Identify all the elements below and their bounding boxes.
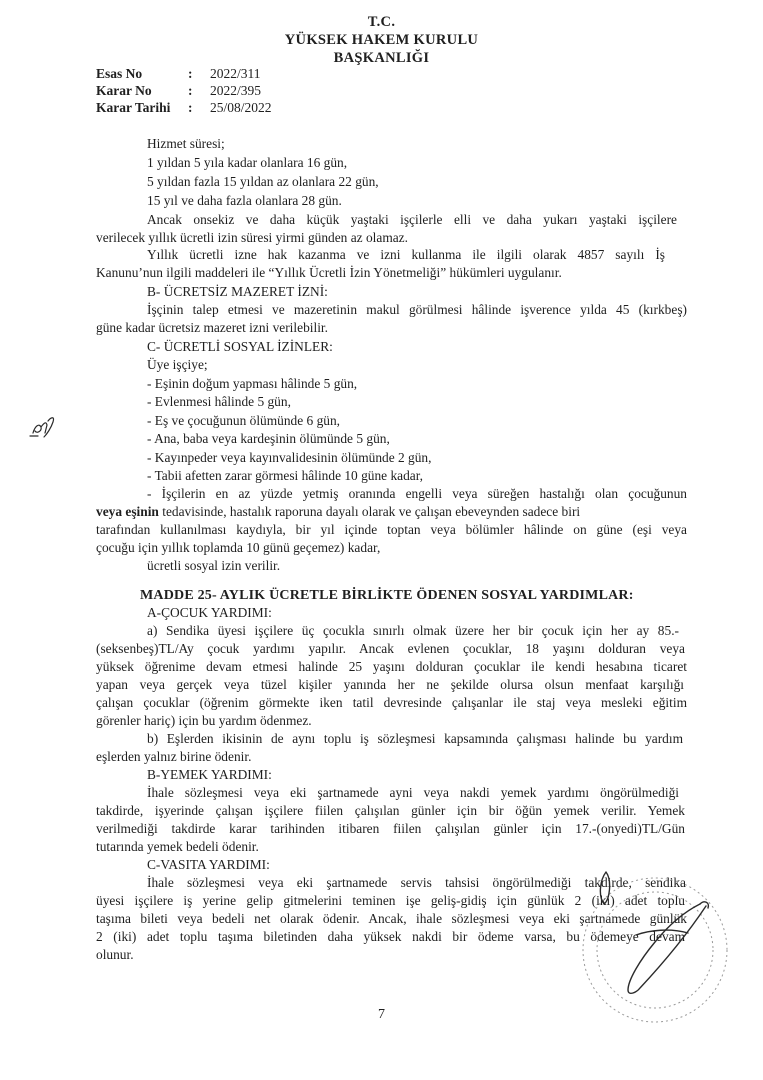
text-line: yüksek öğrenime devam etmesi halinde 25 yaşını dolduran çocuklar ile kendi hesabına ticaret [96, 659, 687, 674]
text-line: Ancak onsekiz ve daha küçük yaştaki işçilerle elli ve daha yukarı yaştaki işçilere [147, 212, 677, 227]
text-line: Yıllık ücretli izne hak kazanma ve izni kullanma ile ilgili olarak 4857 sayılı İş [147, 247, 665, 262]
text-line: güne kadar ücretsiz mazeret izni verilebilir. [96, 320, 328, 335]
page-number: 7 [378, 1007, 385, 1022]
text-line: üyesi işçilere iş yerine gelip gitmelerini teminen işe geliş-gidiş için günlük 2 (iki) adet toplu [96, 893, 685, 908]
text-line: Üye işçiye; [147, 357, 208, 372]
text-line: 5 yıldan fazla 15 yıldan az olanlara 22 gün, [147, 174, 379, 189]
header-institution: YÜKSEK HAKEM KURULU [284, 32, 479, 48]
text-line: tarafından kullanılması kaydıyla, bir yıl içinde toptan veya bölümler hâlinde on güne (eşi veya [96, 522, 687, 537]
text-line: eşlerden yalnız birine ödenir. [96, 749, 252, 764]
list-item: - Kayınpeder veya kayınvalidesinin ölümünde 2 gün, [147, 450, 432, 465]
list-item: - Eş ve çocuğunun ölümünde 6 gün, [147, 413, 341, 428]
list-item: - Tabii afetten zarar görmesi hâlinde 10 güne kadar, [147, 468, 424, 483]
text-line: takdirde, işyerinde çalışan işçilere fiilen çalışılan günler için bir öğün yemek verilir. Yemek [96, 803, 685, 818]
text-line: görenler hariç) için bu yardım ödenmez. [96, 713, 312, 728]
meta-karar-no: Karar No : 2022/395 [96, 83, 262, 98]
header-tc: T.C. [367, 14, 396, 30]
text-line: İşçinin talep etmesi ve mazeretinin makul görülmesi hâlinde işverence yılda 45 (kırkbeş) [147, 302, 687, 317]
text-line: yapan veya gerçek veya tüzel kişiler yanında her ne şekilde olursa olsun menfaat karşılığı [96, 677, 684, 692]
text-line: 2 (iki) adet toplu taşıma biletinden daha yüksek nakdi bir ödeme varsa, bu ödemeye devam [96, 929, 685, 944]
meta-karar-tarihi: Karar Tarihi : 25/08/2022 [96, 100, 272, 115]
text-line: çalışan çocuklar (öğrenim görmekte iken tatil devresinde çalışanlar ile staj veya mesleki eğitim [96, 695, 687, 710]
list-item: - Ana, baba veya kardeşinin ölümünde 5 gün, [147, 431, 390, 446]
meta-esas-no: Esas No : 2022/311 [96, 66, 261, 81]
section-heading: B-YEMEK YARDIMI: [147, 767, 272, 782]
text-line: olunur. [96, 947, 134, 962]
list-item: - Evlenmesi hâlinde 5 gün, [147, 394, 291, 409]
list-item: - İşçilerin en az yüzde yetmiş oranında engelli veya süreğen hastalığı olan çocuğunun [147, 486, 687, 501]
article-25-heading: MADDE 25- AYLIK ÜCRETLE BİRLİKTE ÖDENEN SOSYAL YARDIMLAR: [140, 588, 634, 603]
section-heading: C-VASITA YARDIMI: [147, 857, 270, 872]
text-line: Kanunu’nun ilgili maddeleri ile “Yıllık Ücretli İzin Yönetmeliği” hükümleri uygulanır. [96, 265, 562, 280]
official-stamp-seal [583, 878, 727, 1022]
text-line: b) Eşlerden ikisinin de aynı toplu iş sözleşmesi kapsamında çalışması halinde bu yardım [147, 731, 683, 746]
header-presidency: BAŞKANLIĞI [333, 50, 430, 66]
text-line: veya eşinin tedavisinde, hastalık raporuna dayalı olarak ve çalışan ebeveynden sadece biri [96, 504, 581, 519]
text-line: verilecek yıllık ücretli izin süresi yirmi günden az olamaz. [96, 230, 408, 245]
section-heading: A-ÇOCUK YARDIMI: [147, 605, 272, 620]
text-line: verilmediği takdirde karar tarihinden itibaren fiilen çalışılan günler için 17.-(onyedi)TL/Gün [96, 821, 685, 836]
text-line: 15 yıl ve daha fazla olanlara 28 gün. [147, 193, 342, 208]
stamp-signature [600, 872, 708, 993]
margin-initials-signature [30, 418, 54, 437]
text-line: İhale sözleşmesi veya eki şartnamede ayni veya nakdi yemek yardımı öngörülmediği [147, 785, 679, 800]
text-line: tutarında yemek bedeli ödenir. [96, 839, 259, 854]
emphasis-text: veya eşinin [96, 504, 159, 519]
text-line: İhale sözleşmesi veya eki şartnamede servis tahsisi öngörülmediği takdirde, sendika [147, 875, 686, 890]
text-line: a) Sendika üyesi işçilere üç çocukla sınırlı olmak üzere her bir çocuk için her ay 85.- [147, 623, 679, 638]
text-line: taşıma bileti veya bedeli net olarak ödenir. Ancak, ihale sözleşmesi veya eki şartnamede günlük [96, 911, 687, 926]
section-heading: C- ÜCRETLİ SOSYAL İZİNLER: [147, 339, 333, 354]
text-line: Hizmet süresi; [147, 136, 225, 151]
text-line: çocuğu için yıllık toplamda 10 günü geçemez) kadar, [96, 540, 381, 555]
text-line: (seksenbeş)TL/Ay çocuk yardımı yapılır. Ancak evlenen çocuklar, 18 yaşını dolduran veya [96, 641, 685, 656]
text-line: ücretli sosyal izin verilir. [147, 558, 281, 573]
list-item: - Eşinin doğum yapması hâlinde 5 gün, [147, 376, 358, 391]
section-heading: B- ÜCRETSİZ MAZERET İZNİ: [147, 284, 328, 299]
text-line: 1 yıldan 5 yıla kadar olanlara 16 gün, [147, 155, 348, 170]
